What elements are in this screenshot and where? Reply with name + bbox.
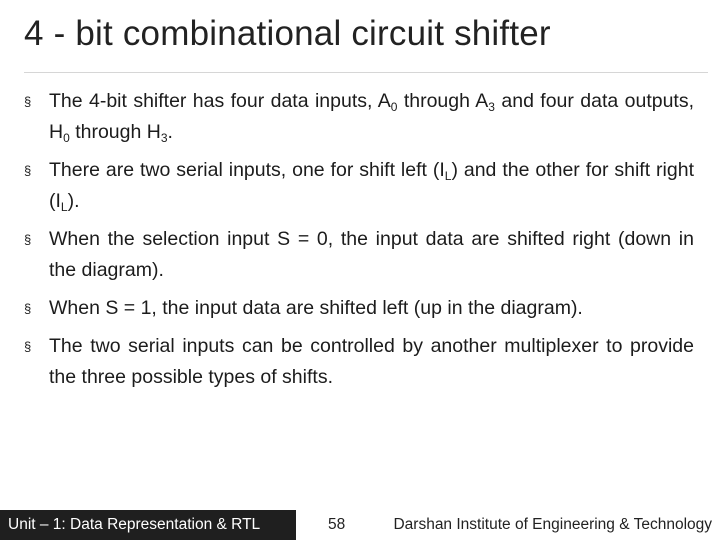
bullet-item-2 (24, 155, 694, 217)
bullet-text: The 4-bit shifter has four data inputs, A (49, 90, 391, 112)
title-divider (24, 72, 708, 73)
bullet-item-4 (24, 293, 694, 324)
bullet-list (24, 86, 694, 400)
bullet-item-5 (24, 331, 694, 393)
bullet-text: When the selection input S = 0, the input data are shifted right (down in the diagram). (49, 228, 694, 281)
subscript: L (60, 200, 68, 214)
subscript: L (444, 169, 452, 183)
bullet-marker-icon: § (24, 339, 32, 354)
footer (0, 510, 720, 540)
bullet-marker-icon: § (24, 301, 32, 316)
subscript: 0 (390, 100, 398, 114)
bullet-marker-icon: § (24, 94, 32, 109)
footer-unit-label: Unit – 1: Data Representation & RTL (0, 510, 296, 540)
bullet-text: When S = 1, the input data are shifted left (up in the diagram). (49, 297, 583, 319)
bullet-text: through H (69, 121, 161, 143)
slide-title: 4 - bit combinational circuit shifter (24, 14, 551, 53)
bullet-marker-icon: § (24, 232, 32, 247)
page-number: 58 (328, 516, 346, 533)
subscript: 3 (160, 131, 168, 145)
bullet-text: and four data outputs, H (49, 90, 695, 143)
subscript: 3 (488, 100, 495, 114)
bullet-text: ) and the other for shift right (I (49, 159, 694, 212)
bullet-marker-icon: § (24, 163, 32, 178)
bullet-text: ). (67, 190, 80, 212)
bullet-item-1 (24, 86, 694, 148)
bullet-text: There are two serial inputs, one for shift left (I (49, 159, 445, 181)
bullet-item-3 (24, 224, 694, 286)
subscript: 0 (63, 131, 70, 145)
bullet-text: through A (397, 90, 489, 112)
footer-institute-name: Darshan Institute of Engineering & Technology (393, 516, 712, 533)
bullet-text: . (167, 121, 173, 143)
bullet-text: The two serial inputs can be controlled by another multiplexer to provide the three possible types of shifts. (49, 335, 694, 388)
